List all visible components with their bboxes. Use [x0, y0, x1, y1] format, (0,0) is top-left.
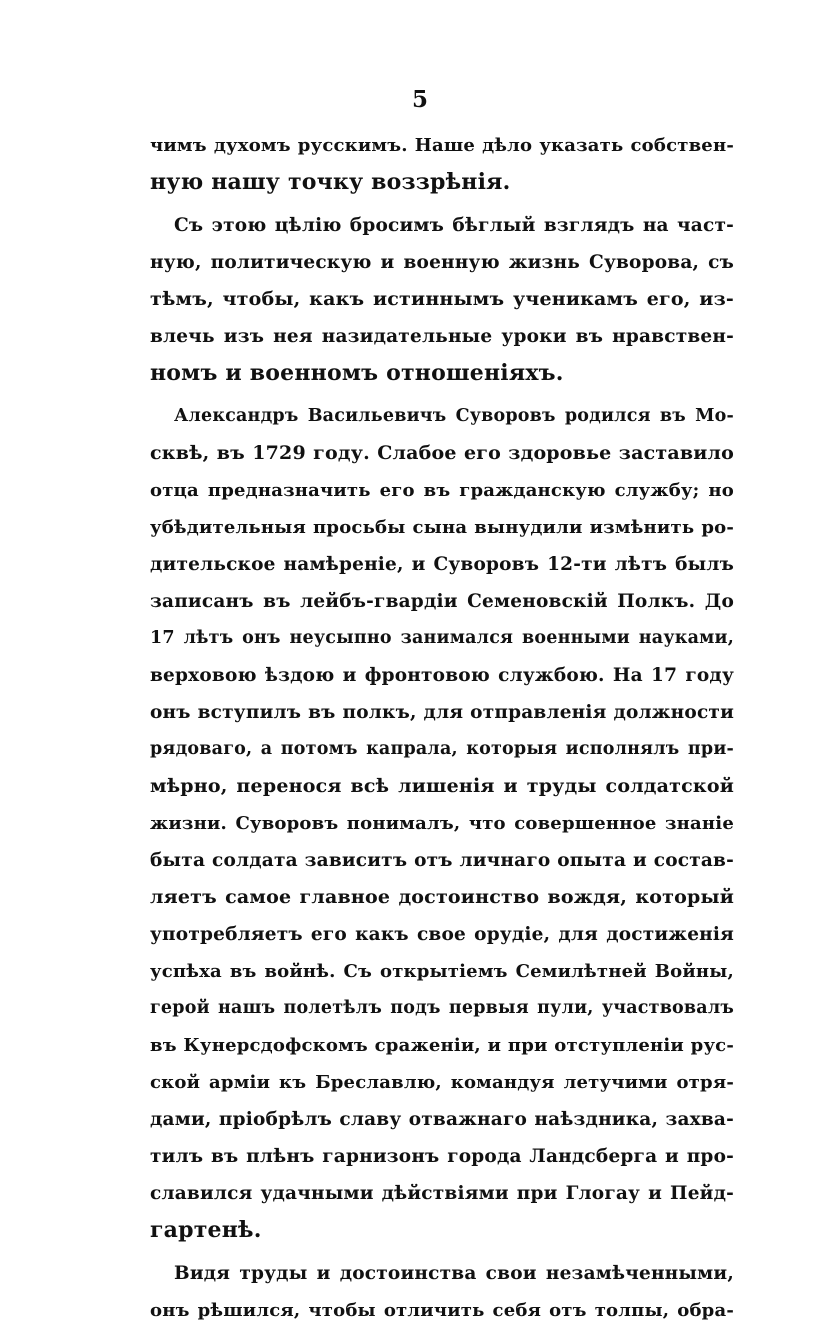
text-line: сквѣ, въ 1729 году. Слабое его здоровье заставило	[150, 442, 734, 464]
text-line: дительское намѣреніе, и Суворовъ 12-ти лѣтъ былъ	[150, 554, 734, 575]
text-line: тѣмъ, чтобы, какъ истиннымъ ученикамъ его, из-	[150, 288, 734, 310]
paragraph	[150, 1255, 734, 1329]
text-line: употребляетъ его какъ свое орудіе, для достиженія	[150, 924, 734, 945]
text-line: ской арміи къ Бреславлю, командуя летучими отря-	[150, 1072, 734, 1093]
text-line: быта солдата зависитъ отъ личнаго опыта и состав-	[150, 850, 734, 871]
text-line: ную нашу точку воззрѣнія.	[150, 169, 511, 195]
text-line: влечь изъ нея назидательные уроки въ нравствен-	[150, 326, 734, 347]
paragraph	[150, 398, 734, 1249]
text-line: верховою ѣздою и фронтовою службою. На 17 году	[150, 665, 734, 686]
text-line: славился удачными дѣйствіями при Глогау и Пейд-	[150, 1183, 734, 1204]
text-line: ляетъ самое главное достоинство вождя, который	[150, 886, 734, 908]
text-line: онъ вступилъ въ полкъ, для отправленія должности	[150, 702, 734, 723]
text-line: ную, политическую и военную жизнь Суворова, съ	[150, 252, 734, 273]
text-line: рядоваго, а потомъ капрала, которыя исполнялъ при-	[150, 739, 734, 759]
text-line: Александръ Васильевичъ Суворовъ родился въ Мо-	[174, 406, 734, 426]
paragraph	[150, 207, 734, 392]
text-line: номъ и военномъ отношеніяхъ.	[150, 360, 564, 386]
paragraph	[150, 127, 734, 201]
text-line: Видя труды и достоинства свои незамѣченными,	[174, 1263, 734, 1284]
text-line: тилъ въ плѣнъ гарнизонъ города Ландсберга и про-	[150, 1146, 734, 1167]
text-line: жизни. Суворовъ понималъ, что совершенное знаніе	[150, 813, 734, 834]
text-line: Съ этою цѣлію бросимъ бѣглый взглядъ на част-	[174, 215, 734, 236]
text-line: мѣрно, перенося всѣ лишенія и труды солдатской	[150, 775, 734, 797]
text-line: онъ рѣшился, чтобы отличить себя отъ толпы, обра-	[150, 1300, 734, 1321]
text-line: герой нашъ полетѣлъ подъ первыя пули, участвовалъ	[150, 998, 734, 1018]
text-line: отца предназначить его въ гражданскую службу; но	[150, 480, 734, 501]
text-line: въ Кунерсдофскомъ сраженіи, и при отступленіи рус-	[150, 1035, 734, 1056]
text-line: убѣдительныя просьбы сына вынудили измѣнить ро-	[150, 517, 734, 538]
text-line: чимъ духомъ русскимъ. Наше дѣло указать собствен-	[150, 135, 734, 156]
text-line: записанъ въ лейбъ-гвардіи Семеновскій Полкъ. До	[150, 591, 734, 612]
text-line: успѣха въ войнѣ. Съ открытіемъ Семилѣтней Войны,	[150, 961, 734, 982]
page-number: 5	[411, 86, 428, 113]
text-line: 17 лѣтъ онъ неусыпно занимался военными науками,	[150, 628, 734, 648]
body-text	[150, 127, 734, 1329]
text-line: гартенѣ.	[150, 1217, 262, 1243]
text-line: дами, пріобрѣлъ славу отважнаго наѣздника, захва-	[150, 1109, 734, 1130]
